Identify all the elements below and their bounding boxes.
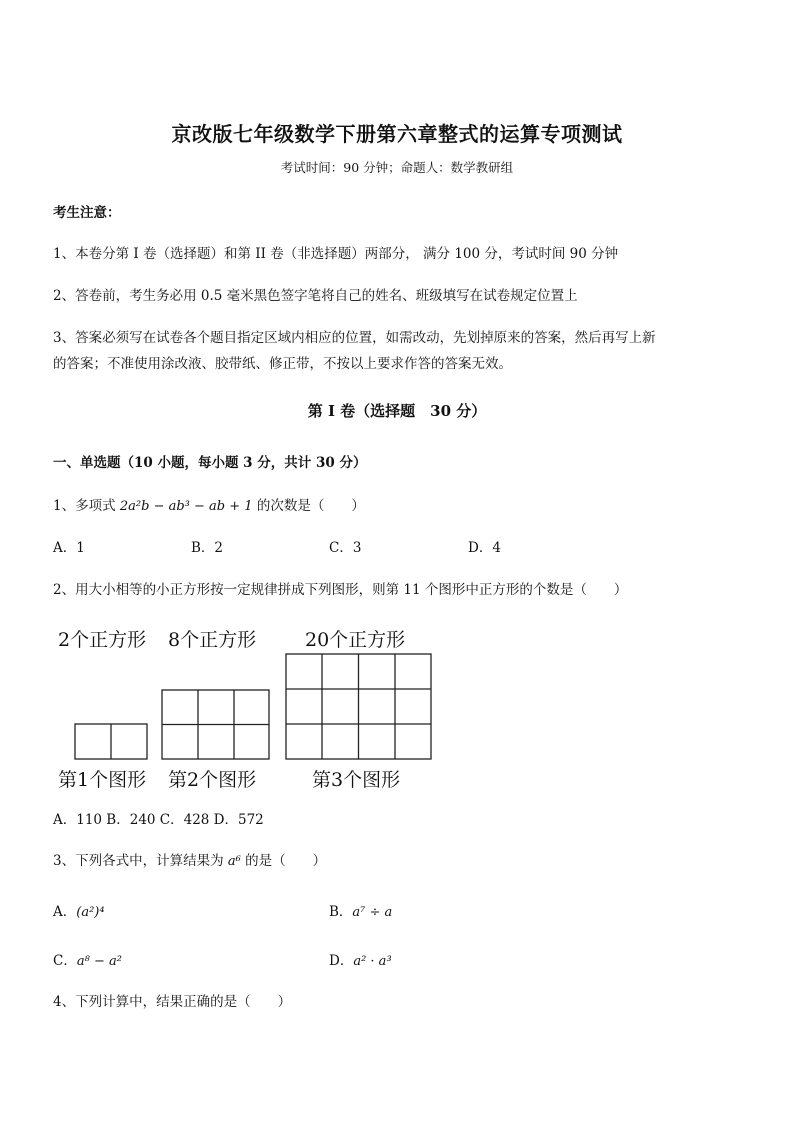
question-3-option-a-label: A．: [53, 904, 77, 920]
figure-count-label-3: 20个正方形: [305, 629, 406, 651]
question-1-expression: 2a²b − ab³ − ab + 1: [119, 499, 253, 514]
pattern-grid-1: [75, 724, 147, 759]
question-2-options[interactable]: A．110 B．240 C．428 D．572: [53, 812, 264, 828]
question-3-option-a-expression: (a²)⁴: [76, 905, 105, 920]
question-1-option-c[interactable]: C．3: [329, 540, 362, 556]
figure-index-label-2: 第2个图形: [168, 769, 257, 791]
notice-item-2: 2、答卷前，考生务必用 0.5 毫米黑色签字笔将自己的姓名、班级填写在试卷规定位置上: [53, 288, 578, 304]
question-3-option-b[interactable]: [329, 900, 392, 920]
figure-count-label-2: 8个正方形: [168, 629, 257, 651]
figure-count-label-1: 2个正方形: [58, 629, 147, 651]
square-pattern-figure: [0, 640, 794, 770]
question-1-option-d[interactable]: D．4: [468, 540, 501, 556]
question-3-option-c-expression: a⁸ − a²: [76, 954, 122, 969]
pattern-grid-3: [286, 654, 431, 759]
question-3-option-c-label: C．: [53, 953, 77, 969]
part-title: 一、单选题（10 小题，每小题 3 分，共计 30 分）: [53, 455, 367, 471]
notice-item-3: 3、答案必须写在试卷各个题目指定区域内相应的位置，如需改动，先划掉原来的答案，然后再写上新: [53, 330, 656, 346]
question-1-prefix: 1、多项式: [53, 498, 120, 514]
question-3-option-b-expression: a⁷ ÷ a: [352, 905, 393, 920]
figure-index-label-1: 第1个图形: [58, 769, 147, 791]
question-1-option-b[interactable]: B．2: [191, 540, 224, 556]
notice-item-3-continued: 的答案；不准使用涂改液、胶带纸、修正带，不按以上要求作答的答案无效。: [53, 356, 512, 372]
figure-index-label-3: 第3个图形: [312, 769, 401, 791]
question-3-option-d-expression: a² · a³: [353, 954, 392, 969]
question-2-stem: 2、用大小相等的小正方形按一定规律拼成下列图形，则第 11 个图形中正方形的个数是（ ）: [53, 582, 628, 598]
question-3-option-b-label: B．: [329, 904, 353, 920]
exam-info: 考试时间：90 分钟；命题人：数学教研组: [280, 160, 514, 175]
question-3-expression: a⁶: [227, 854, 241, 869]
question-1-option-a[interactable]: A．1: [53, 540, 85, 556]
pattern-grid-2: [162, 690, 269, 759]
question-3-suffix: 的是（ ）: [240, 853, 327, 869]
question-3-option-d-label: D．: [329, 953, 354, 969]
question-3-stem: [53, 849, 326, 869]
question-3-option-d[interactable]: [329, 949, 392, 969]
question-3-prefix: 3、下列各式中，计算结果为: [53, 853, 228, 869]
question-1-suffix: 的次数是（ ）: [252, 498, 365, 514]
notice-heading: 考生注意：: [53, 205, 121, 221]
question-3-option-a[interactable]: [53, 900, 105, 920]
document-title: 京改版七年级数学下册第六章整式的运算专项测试: [171, 122, 623, 146]
notice-item-1: 1、本卷分第 I 卷（选择题）和第 II 卷（非选择题）两部分， 满分 100 分，考试时间 90 分钟: [53, 246, 619, 262]
section-title: 第 I 卷（选择题 30 分）: [307, 402, 487, 420]
question-4-stem: 4、下列计算中，结果正确的是（ ）: [53, 994, 292, 1010]
question-1-stem: [53, 494, 365, 514]
question-3-option-c[interactable]: [53, 949, 122, 969]
